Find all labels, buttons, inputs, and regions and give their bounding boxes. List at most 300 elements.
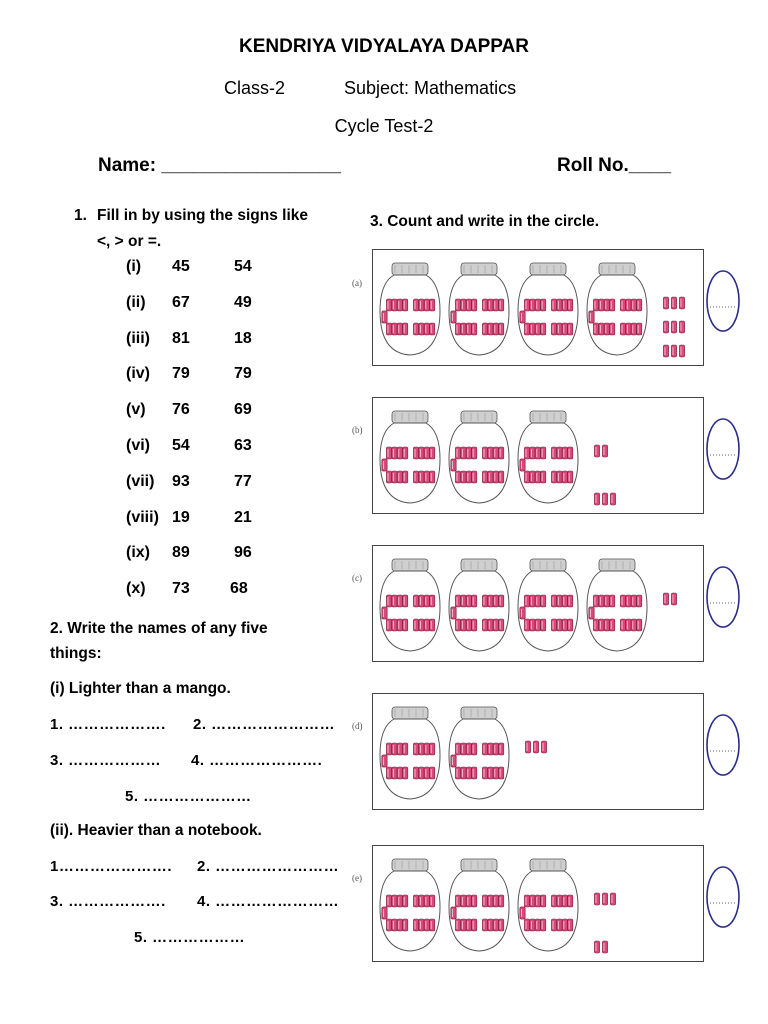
right-number: 77 bbox=[234, 472, 252, 490]
candy-icon bbox=[499, 743, 504, 755]
candy-icon bbox=[530, 471, 535, 483]
left-number: 73 bbox=[172, 580, 190, 598]
candy-icon bbox=[520, 311, 525, 323]
candy-icon bbox=[593, 619, 598, 631]
candy-icon bbox=[451, 607, 456, 619]
candy-icon bbox=[493, 447, 498, 459]
candy-icon bbox=[455, 471, 460, 483]
candy-icon bbox=[568, 447, 573, 459]
candy-icon bbox=[535, 595, 540, 607]
candy-icon bbox=[386, 595, 391, 607]
candy-icon bbox=[524, 595, 529, 607]
test-label: Cycle Test-2 bbox=[334, 116, 434, 136]
school-title: KENDRIYA VIDYALAYA DAPPAR bbox=[238, 36, 529, 57]
candy-icon bbox=[466, 595, 471, 607]
candy-icon bbox=[430, 767, 435, 779]
candy-icon bbox=[451, 755, 456, 767]
panel-letter: (e) bbox=[352, 873, 362, 883]
left-number: 67 bbox=[172, 293, 190, 311]
candy-icon bbox=[541, 447, 546, 459]
right-number: 69 bbox=[234, 401, 252, 419]
answer-blank[interactable]: 4. …………………. bbox=[191, 752, 323, 769]
candy-icon bbox=[671, 593, 676, 605]
candy-icon bbox=[419, 619, 424, 631]
candy-icon bbox=[626, 299, 631, 311]
candy-icon bbox=[397, 767, 402, 779]
left-number: 79 bbox=[172, 365, 190, 383]
candy-icon bbox=[397, 919, 402, 931]
candy-icon bbox=[671, 297, 676, 309]
candy-icon bbox=[499, 619, 504, 631]
candy-icon bbox=[482, 447, 487, 459]
panel-letter: (a) bbox=[352, 278, 362, 288]
candy-icon bbox=[551, 471, 556, 483]
candy-icon bbox=[482, 299, 487, 311]
answer-circle[interactable] bbox=[704, 863, 744, 933]
candy-icon bbox=[386, 471, 391, 483]
candy-icon bbox=[392, 471, 397, 483]
candy-icon bbox=[493, 619, 498, 631]
answer-blank[interactable]: 3. ………………. bbox=[50, 893, 166, 910]
answer-circle[interactable] bbox=[704, 711, 744, 781]
candy-icon bbox=[620, 619, 625, 631]
left-number: 54 bbox=[172, 437, 190, 454]
candy-icon bbox=[535, 471, 540, 483]
candy-icon bbox=[482, 323, 487, 335]
candy-icon bbox=[397, 447, 402, 459]
candy-icon bbox=[568, 919, 573, 931]
candy-icon bbox=[551, 895, 556, 907]
candy-icon bbox=[413, 919, 418, 931]
candy-icon bbox=[419, 447, 424, 459]
jars-illustration bbox=[372, 249, 702, 364]
candy-icon bbox=[413, 447, 418, 459]
candy-icon bbox=[472, 919, 477, 931]
candy-icon bbox=[392, 743, 397, 755]
candy-icon bbox=[679, 321, 684, 333]
candy-icon bbox=[455, 619, 460, 631]
candy-icon bbox=[461, 323, 466, 335]
candy-icon bbox=[593, 595, 598, 607]
answer-circle[interactable] bbox=[704, 267, 744, 337]
candy-icon bbox=[382, 907, 387, 919]
candy-icon bbox=[604, 299, 609, 311]
right-number: 49 bbox=[234, 293, 252, 311]
candy-icon bbox=[472, 299, 477, 311]
q2-title-line1: 2. Write the names of any five bbox=[50, 620, 268, 637]
panel-letter: (c) bbox=[352, 573, 362, 583]
q2-part1-heading: (i) Lighter than a mango. bbox=[50, 680, 231, 697]
candy-icon bbox=[466, 919, 471, 931]
right-number: 63 bbox=[234, 437, 252, 454]
candy-icon bbox=[466, 299, 471, 311]
candy-icon bbox=[424, 767, 429, 779]
candy-icon bbox=[524, 323, 529, 335]
candy-icon bbox=[461, 471, 466, 483]
candy-icon bbox=[610, 493, 615, 505]
candy-icon bbox=[455, 299, 460, 311]
candy-icon bbox=[594, 445, 599, 457]
candy-icon bbox=[419, 323, 424, 335]
candy-icon bbox=[620, 299, 625, 311]
candy-icon bbox=[551, 299, 556, 311]
candy-icon bbox=[604, 595, 609, 607]
candy-icon bbox=[602, 445, 607, 457]
right-number: 96 bbox=[234, 544, 252, 562]
answer-blank[interactable]: 4. …………………… bbox=[197, 893, 340, 910]
candy-icon bbox=[413, 595, 418, 607]
candy-icon bbox=[535, 919, 540, 931]
candy-icon bbox=[602, 941, 607, 953]
answer-blank[interactable]: 3. ……………… bbox=[50, 752, 162, 769]
candy-icon bbox=[557, 447, 562, 459]
candy-icon bbox=[499, 299, 504, 311]
right-number: 68 bbox=[230, 580, 248, 598]
candy-icon bbox=[419, 471, 424, 483]
candy-icon bbox=[403, 471, 408, 483]
candy-icon bbox=[392, 767, 397, 779]
candy-icon bbox=[424, 323, 429, 335]
row-number: (i) bbox=[126, 258, 142, 275]
candy-icon bbox=[493, 323, 498, 335]
candy-icon bbox=[386, 619, 391, 631]
candy-icon bbox=[397, 619, 402, 631]
candy-icon bbox=[671, 345, 676, 357]
candy-icon bbox=[382, 459, 387, 471]
candy-icon bbox=[386, 743, 391, 755]
candy-icon bbox=[413, 895, 418, 907]
candy-icon bbox=[488, 595, 493, 607]
candy-icon bbox=[524, 299, 529, 311]
candy-icon bbox=[386, 447, 391, 459]
candy-icon bbox=[530, 299, 535, 311]
candy-icon bbox=[455, 743, 460, 755]
candy-icon bbox=[419, 595, 424, 607]
candy-icon bbox=[541, 299, 546, 311]
candy-icon bbox=[482, 619, 487, 631]
candy-icon bbox=[403, 299, 408, 311]
q1-text-line1: Fill in by using the signs like bbox=[97, 207, 309, 224]
candy-icon bbox=[466, 619, 471, 631]
row-number: (ix) bbox=[126, 544, 150, 562]
candy-icon bbox=[557, 619, 562, 631]
candy-icon bbox=[403, 895, 408, 907]
candy-icon bbox=[524, 919, 529, 931]
candy-icon bbox=[488, 767, 493, 779]
candy-icon bbox=[466, 447, 471, 459]
candy-icon bbox=[419, 767, 424, 779]
candy-icon bbox=[568, 595, 573, 607]
candy-icon bbox=[594, 493, 599, 505]
candy-icon bbox=[397, 595, 402, 607]
candy-icon bbox=[589, 311, 594, 323]
candy-icon bbox=[392, 299, 397, 311]
candy-icon bbox=[557, 895, 562, 907]
candy-icon bbox=[589, 607, 594, 619]
candy-icon bbox=[530, 619, 535, 631]
candy-icon bbox=[499, 895, 504, 907]
row-number: (iii) bbox=[126, 329, 150, 347]
candy-icon bbox=[461, 447, 466, 459]
jars-illustration bbox=[372, 845, 702, 960]
candy-icon bbox=[620, 323, 625, 335]
candy-icon bbox=[533, 741, 538, 753]
candy-icon bbox=[599, 323, 604, 335]
candy-icon bbox=[610, 299, 615, 311]
left-number: 93 bbox=[172, 472, 190, 490]
candy-icon bbox=[631, 323, 636, 335]
candy-icon bbox=[593, 299, 598, 311]
left-number: 76 bbox=[172, 401, 190, 419]
candy-icon bbox=[557, 299, 562, 311]
candy-icon bbox=[430, 895, 435, 907]
candy-icon bbox=[382, 755, 387, 767]
candy-icon bbox=[488, 447, 493, 459]
candy-icon bbox=[403, 323, 408, 335]
jars-illustration bbox=[372, 397, 702, 512]
candy-icon bbox=[679, 297, 684, 309]
candy-icon bbox=[524, 895, 529, 907]
candy-icon bbox=[488, 471, 493, 483]
left-number: 81 bbox=[172, 329, 190, 347]
candy-icon bbox=[610, 595, 615, 607]
answer-circle[interactable] bbox=[704, 415, 744, 485]
candy-icon bbox=[472, 619, 477, 631]
candy-icon bbox=[455, 447, 460, 459]
candy-icon bbox=[455, 323, 460, 335]
candy-icon bbox=[679, 345, 684, 357]
candy-icon bbox=[499, 595, 504, 607]
answer-blank[interactable]: 2. …………………… bbox=[193, 716, 336, 733]
row-number: (vii) bbox=[126, 472, 155, 490]
candy-icon bbox=[472, 767, 477, 779]
candy-icon bbox=[424, 299, 429, 311]
candy-icon bbox=[413, 743, 418, 755]
candy-icon bbox=[413, 299, 418, 311]
candy-icon bbox=[525, 741, 530, 753]
candy-icon bbox=[535, 447, 540, 459]
candy-icon bbox=[392, 919, 397, 931]
candy-icon bbox=[430, 919, 435, 931]
row-number: (iv) bbox=[126, 365, 150, 383]
candy-icon bbox=[562, 595, 567, 607]
candy-icon bbox=[488, 743, 493, 755]
candy-icon bbox=[557, 595, 562, 607]
candy-icon bbox=[413, 471, 418, 483]
row-number: (x) bbox=[126, 580, 146, 598]
candy-icon bbox=[663, 321, 668, 333]
candy-icon bbox=[499, 447, 504, 459]
roll-number-field[interactable]: Roll No.____ bbox=[557, 155, 672, 176]
candy-icon bbox=[593, 323, 598, 335]
candy-icon bbox=[455, 919, 460, 931]
q2-title-line2: things: bbox=[50, 645, 102, 662]
candy-icon bbox=[541, 919, 546, 931]
candy-icon bbox=[599, 619, 604, 631]
candy-icon bbox=[461, 743, 466, 755]
candy-icon bbox=[524, 447, 529, 459]
candy-icon bbox=[424, 895, 429, 907]
candy-icon bbox=[472, 471, 477, 483]
subject-label: Subject: Mathematics bbox=[344, 78, 517, 98]
candy-icon bbox=[557, 323, 562, 335]
candy-icon bbox=[530, 919, 535, 931]
name-field[interactable]: Name: _________________ bbox=[98, 155, 341, 176]
candy-icon bbox=[466, 471, 471, 483]
candy-icon bbox=[472, 743, 477, 755]
answer-blank[interactable]: 5. ………………… bbox=[125, 788, 252, 805]
candy-icon bbox=[403, 767, 408, 779]
q1-number: 1. bbox=[74, 207, 87, 224]
candy-icon bbox=[637, 299, 642, 311]
answer-circle[interactable] bbox=[704, 563, 744, 633]
candy-icon bbox=[461, 919, 466, 931]
candy-icon bbox=[482, 595, 487, 607]
candy-icon bbox=[455, 895, 460, 907]
q1-text-line2: <, > or =. bbox=[97, 233, 162, 250]
candy-icon bbox=[397, 471, 402, 483]
candy-icon bbox=[493, 471, 498, 483]
row-number: (ii) bbox=[126, 293, 146, 311]
candy-icon bbox=[493, 743, 498, 755]
candy-icon bbox=[599, 299, 604, 311]
q3-title: 3. Count and write in the circle. bbox=[370, 213, 600, 230]
candy-icon bbox=[466, 743, 471, 755]
candy-icon bbox=[493, 919, 498, 931]
candy-icon bbox=[386, 323, 391, 335]
candy-icon bbox=[488, 323, 493, 335]
candy-icon bbox=[562, 447, 567, 459]
candy-icon bbox=[535, 299, 540, 311]
candy-icon bbox=[610, 893, 615, 905]
candy-icon bbox=[451, 311, 456, 323]
candy-icon bbox=[631, 299, 636, 311]
class-label: Class-2 bbox=[224, 78, 286, 98]
candy-icon bbox=[482, 767, 487, 779]
candy-icon bbox=[562, 619, 567, 631]
candy-icon bbox=[472, 323, 477, 335]
candy-icon bbox=[610, 619, 615, 631]
candy-icon bbox=[562, 323, 567, 335]
candy-icon bbox=[424, 447, 429, 459]
candy-icon bbox=[397, 323, 402, 335]
candy-icon bbox=[488, 895, 493, 907]
candy-icon bbox=[530, 895, 535, 907]
right-number: 21 bbox=[234, 508, 252, 526]
candy-icon bbox=[466, 767, 471, 779]
candy-icon bbox=[551, 323, 556, 335]
candy-icon bbox=[520, 607, 525, 619]
candy-icon bbox=[451, 907, 456, 919]
left-number: 19 bbox=[172, 508, 190, 526]
candy-icon bbox=[403, 447, 408, 459]
candy-icon bbox=[424, 743, 429, 755]
candy-icon bbox=[520, 907, 525, 919]
candy-icon bbox=[530, 447, 535, 459]
candy-icon bbox=[413, 323, 418, 335]
candy-icon bbox=[663, 345, 668, 357]
candy-icon bbox=[499, 471, 504, 483]
candy-icon bbox=[602, 893, 607, 905]
candy-icon bbox=[499, 323, 504, 335]
candy-icon bbox=[541, 323, 546, 335]
right-number: 54 bbox=[234, 258, 252, 275]
panel-letter: (b) bbox=[352, 425, 363, 435]
candy-icon bbox=[524, 619, 529, 631]
candy-icon bbox=[493, 895, 498, 907]
candy-icon bbox=[524, 471, 529, 483]
candy-icon bbox=[419, 895, 424, 907]
candy-icon bbox=[626, 595, 631, 607]
candy-icon bbox=[413, 767, 418, 779]
candy-icon bbox=[568, 323, 573, 335]
candy-icon bbox=[482, 743, 487, 755]
row-number: (vi) bbox=[126, 437, 150, 454]
candy-icon bbox=[499, 767, 504, 779]
left-number: 89 bbox=[172, 544, 190, 562]
candy-icon bbox=[392, 447, 397, 459]
candy-icon bbox=[535, 619, 540, 631]
candy-icon bbox=[604, 619, 609, 631]
candy-icon bbox=[472, 447, 477, 459]
candy-icon bbox=[594, 893, 599, 905]
answer-blank[interactable]: 2. …………………… bbox=[197, 858, 340, 875]
candy-icon bbox=[530, 595, 535, 607]
candy-icon bbox=[403, 743, 408, 755]
candy-icon bbox=[461, 595, 466, 607]
candy-icon bbox=[557, 471, 562, 483]
candy-icon bbox=[671, 321, 676, 333]
candy-icon bbox=[472, 595, 477, 607]
candy-icon bbox=[461, 299, 466, 311]
candy-icon bbox=[386, 919, 391, 931]
candy-icon bbox=[594, 941, 599, 953]
candy-icon bbox=[568, 895, 573, 907]
right-number: 18 bbox=[234, 329, 252, 347]
candy-icon bbox=[541, 471, 546, 483]
candy-icon bbox=[488, 919, 493, 931]
answer-blank[interactable]: 1…………………. bbox=[50, 858, 173, 875]
candy-icon bbox=[663, 297, 668, 309]
candy-icon bbox=[568, 619, 573, 631]
candy-icon bbox=[551, 447, 556, 459]
answer-blank[interactable]: 1. ………………. bbox=[50, 716, 166, 733]
candy-icon bbox=[430, 471, 435, 483]
candy-icon bbox=[631, 619, 636, 631]
candy-icon bbox=[568, 299, 573, 311]
candy-icon bbox=[541, 741, 546, 753]
candy-icon bbox=[430, 595, 435, 607]
candy-icon bbox=[461, 895, 466, 907]
candy-icon bbox=[466, 323, 471, 335]
candy-icon bbox=[430, 323, 435, 335]
left-number: 45 bbox=[172, 258, 190, 275]
candy-icon bbox=[397, 299, 402, 311]
candy-icon bbox=[386, 767, 391, 779]
candy-icon bbox=[530, 323, 535, 335]
candy-icon bbox=[392, 895, 397, 907]
candy-icon bbox=[455, 595, 460, 607]
candy-icon bbox=[499, 919, 504, 931]
candy-icon bbox=[482, 919, 487, 931]
candy-icon bbox=[562, 471, 567, 483]
candy-icon bbox=[403, 595, 408, 607]
row-number: (viii) bbox=[126, 508, 159, 526]
candy-icon bbox=[430, 447, 435, 459]
answer-blank[interactable]: 5. ……………… bbox=[134, 929, 246, 946]
candy-icon bbox=[637, 323, 642, 335]
candy-icon bbox=[557, 919, 562, 931]
